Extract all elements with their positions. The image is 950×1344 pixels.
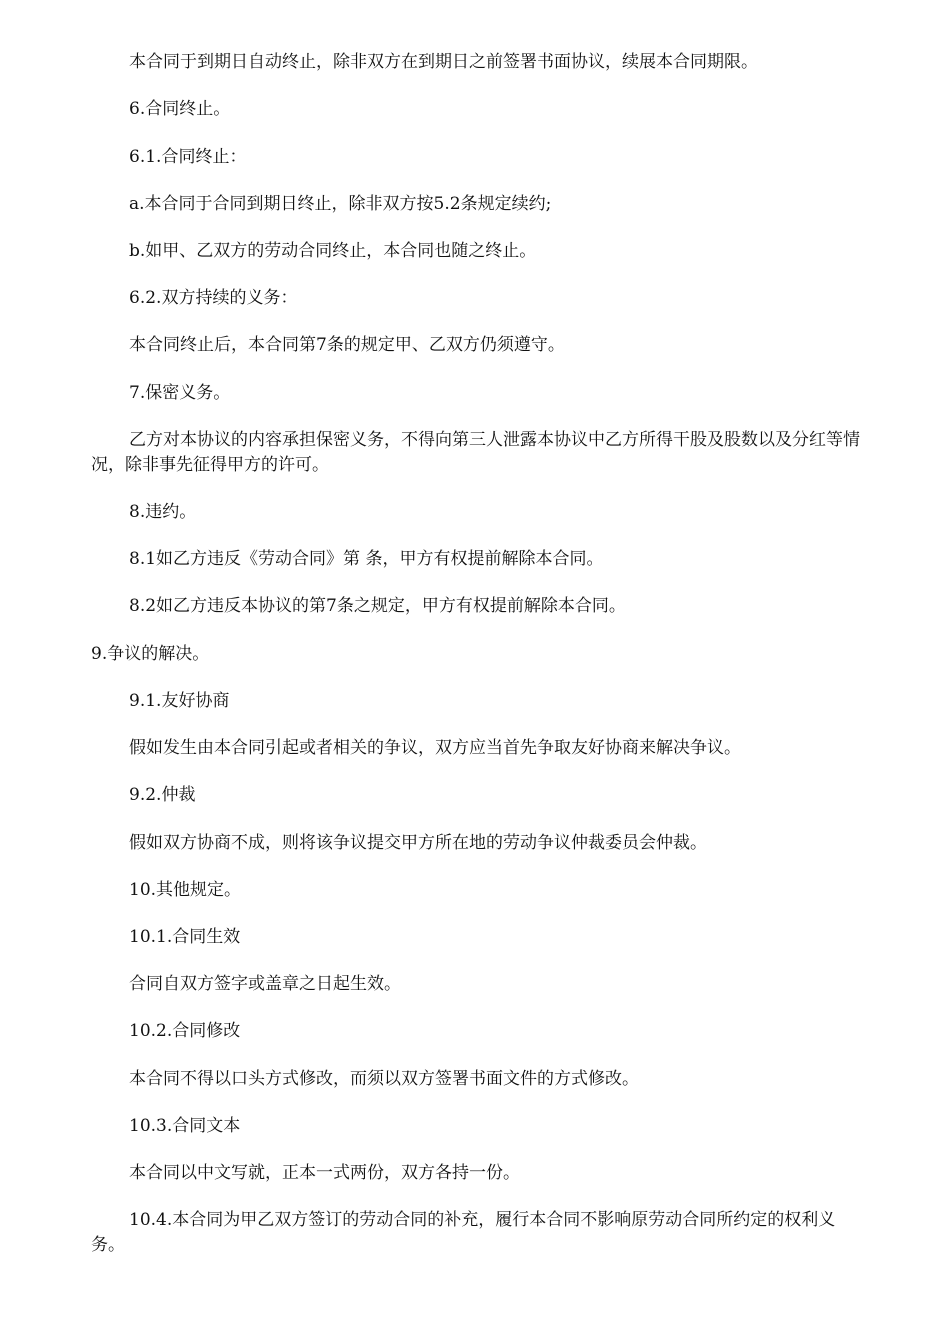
heading-section-6-1: 6.1.合同终止： [129,147,247,167]
paragraph-10-2: 本合同不得以口头方式修改，而须以双方签署书面文件的方式修改。 [129,1069,639,1089]
heading-section-10-1: 10.1.合同生效 [129,927,241,947]
paragraph-contract-expiry: 本合同于到期日自动终止，除非双方在到期日之前签署书面协议，续展本合同期限。 [129,52,758,72]
paragraph-9-2: 假如双方协商不成，则将该争议提交甲方所在地的劳动争议仲裁委员会仲裁。 [129,833,707,853]
heading-section-10: 10.其他规定。 [129,880,242,900]
list-item-6-1-b: b.如甲、乙双方的劳动合同终止，本合同也随之终止。 [129,241,537,261]
heading-section-9: 9.争议的解决。 [91,644,210,664]
paragraph-10-1: 合同自双方签字或盖章之日起生效。 [129,974,401,994]
paragraph-10-4: 10.4.本合同为甲乙双方签订的劳动合同的补充，履行本合同不影响原劳动合同所约定的权利义务。 [91,1210,836,1255]
heading-section-9-2: 9.2.仲裁 [129,785,196,805]
paragraph-continuing-obligations: 本合同终止后，本合同第7条的规定甲、乙双方仍须遵守。 [129,335,565,355]
heading-section-10-3: 10.3.合同文本 [129,1116,241,1136]
heading-section-9-1: 9.1.友好协商 [129,691,230,711]
heading-section-10-2: 10.2.合同修改 [129,1021,241,1041]
heading-section-6: 6.合同终止。 [129,99,231,119]
paragraph-confidentiality: 乙方对本协议的内容承担保密义务，不得向第三人泄露本协议中乙方所得干股及股数以及分红等情况，除非事先征得甲方的许可。 [91,430,860,475]
heading-section-8: 8.违约。 [129,502,197,522]
paragraph-8-2: 8.2如乙方违反本协议的第7条之规定，甲方有权提前解除本合同。 [129,596,626,616]
paragraph-9-1: 假如发生由本合同引起或者相关的争议，双方应当首先争取友好协商来解决争议。 [129,738,741,758]
heading-section-6-2: 6.2.双方持续的义务： [129,288,298,308]
paragraph-10-3: 本合同以中文写就，正本一式两份，双方各持一份。 [129,1163,520,1183]
list-item-6-1-a: a.本合同于合同到期日终止，除非双方按5.2条规定续约; [129,194,552,214]
paragraph-8-1: 8.1如乙方违反《劳动合同》第 条，甲方有权提前解除本合同。 [129,549,604,569]
heading-section-7: 7.保密义务。 [129,383,231,403]
